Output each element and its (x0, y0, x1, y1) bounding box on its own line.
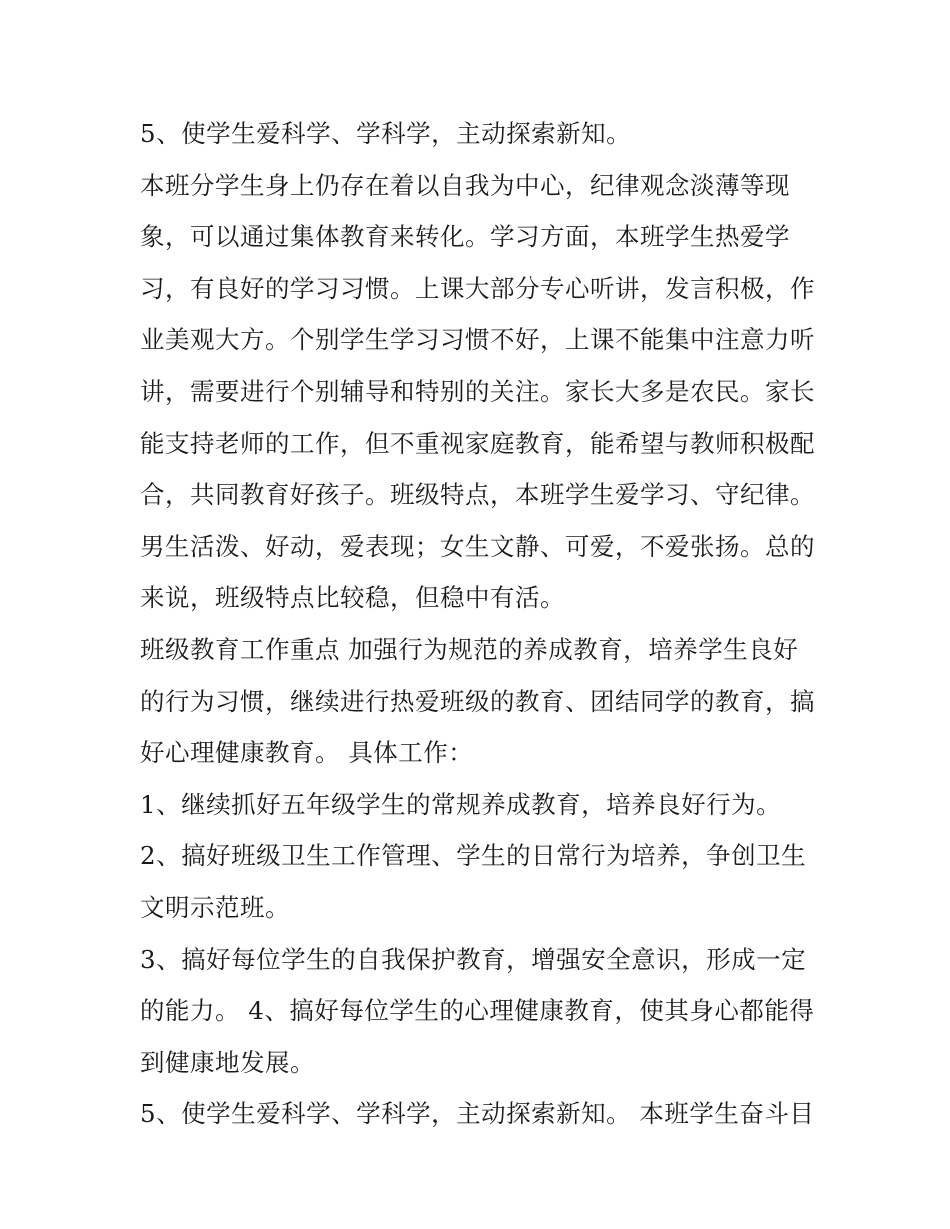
paragraph-task-1: 1、继续抓好五年级学生的常规养成教育，培养良好行为。 (140, 789, 782, 819)
paragraph-task-5: 5、使学生爱科学、学科学，主动探索新知。 本班学生奋斗目 (140, 1099, 815, 1129)
paragraph-education-focus: 班级教育工作重点 加强行为规范的养成教育，培养学生良好的行为习惯，继续进行热爱班级的教育、团结同学的教育，搞好心理健康教育。 具体工作： (140, 634, 815, 768)
paragraph-task-2: 2、搞好班级卫生工作管理、学生的日常行为培养，争创卫生文明示范班。 (140, 841, 807, 922)
paragraph-class-situation: 本班分学生身上仍存在着以自我为中心，纪律观念淡薄等现象，可以通过集体教育来转化。学习方面，本班学生热爱学习，有良好的学习习惯。上课大部分专心听讲，发言积极，作业美观大方。个别学生学习习惯不好，上课不能集中注意力听讲，需要进行个别辅导和特别的关注。家长大多是农民。家长能支持老师的工作，但不重视家庭教育，能希望与教师积极配合，共同教育好孩子。班级特点，本班学生爱学习、守纪律。男生活泼、好动，爱表现；女生文静、可爱，不爱张扬。总的来说，班级特点比较稳，但稳中有活。 (140, 170, 815, 613)
document-body (140, 108, 820, 1140)
paragraph-task-3-4: 3、搞好每位学生的自我保护教育，增强安全意识，形成一定的能力。 4、搞好每位学生的心理健康教育，使其身心都能得到健康地发展。 (140, 944, 815, 1077)
paragraph-item-5-goal: 5、使学生爱科学、学科学，主动探索新知。 (140, 119, 632, 148)
